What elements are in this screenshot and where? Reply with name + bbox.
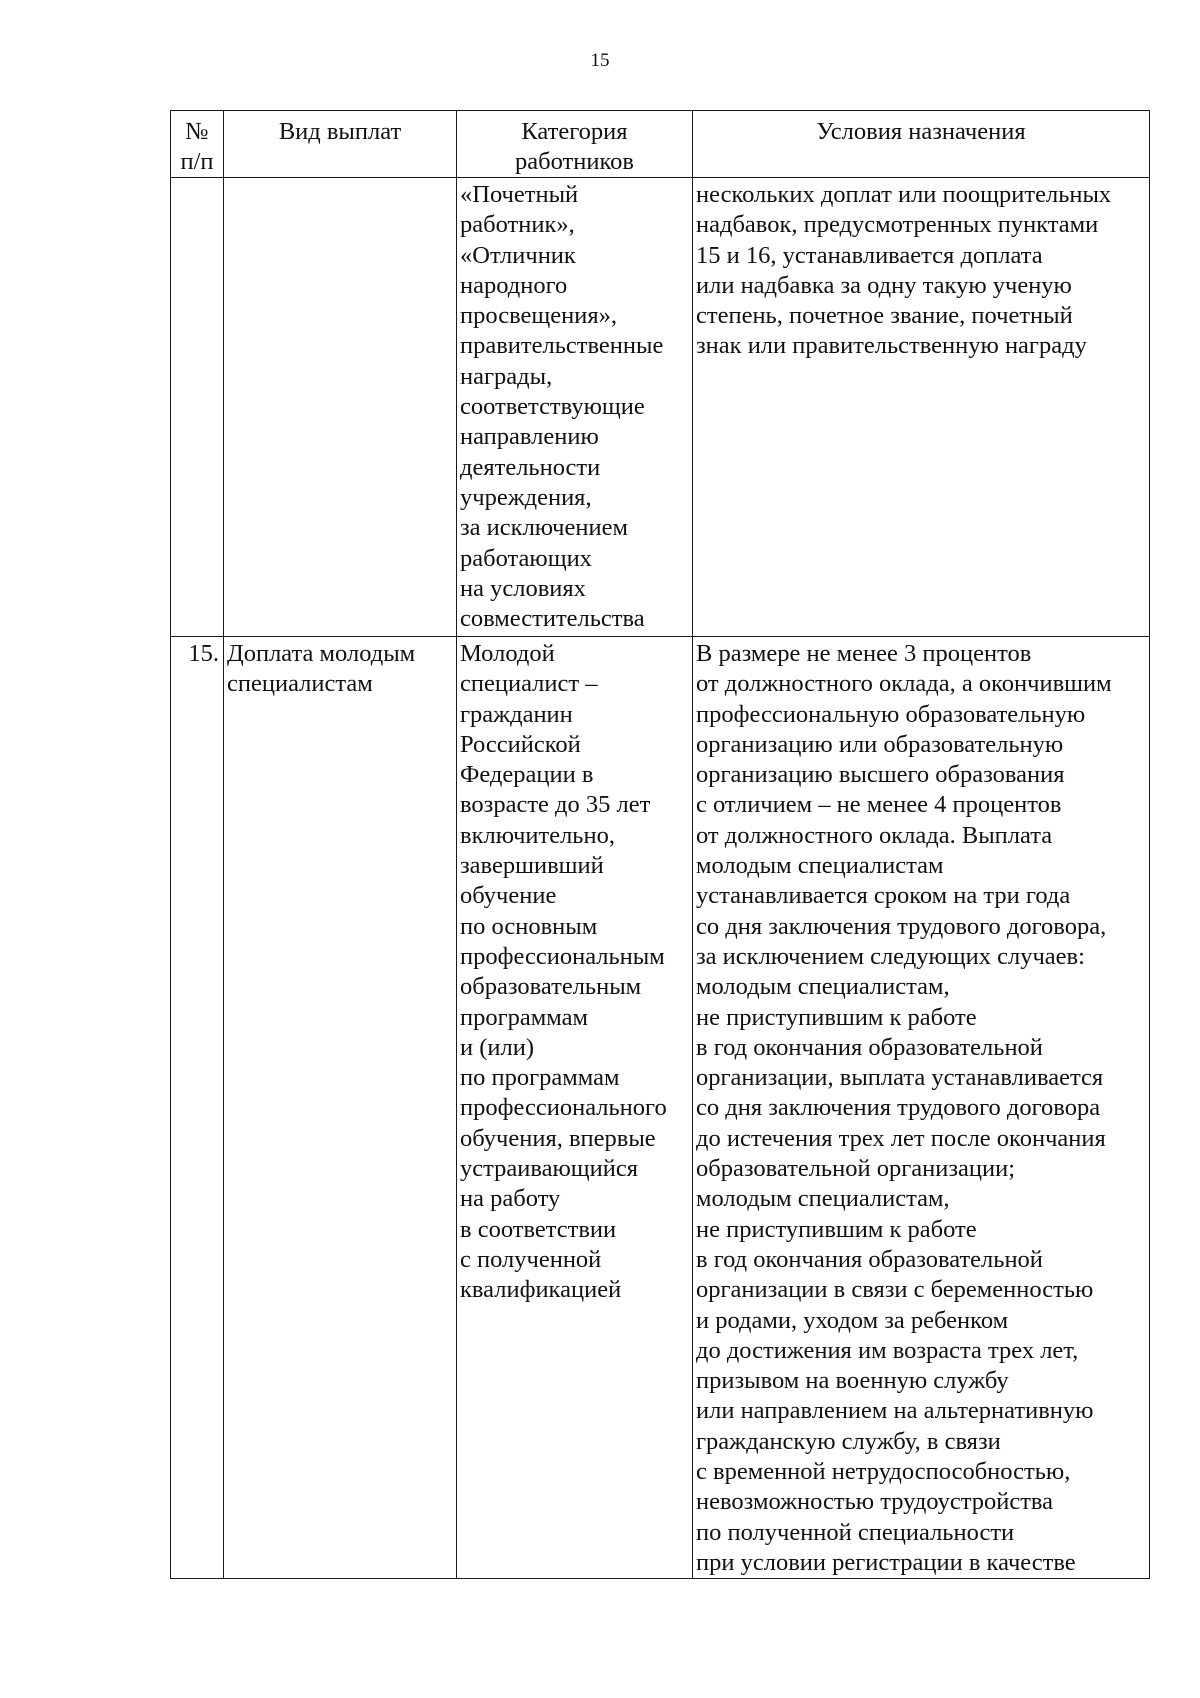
row-num-cell xyxy=(171,178,224,637)
payments-table xyxy=(170,110,1150,1579)
row-num-cell: 15. xyxy=(171,637,224,1579)
header-num: № п/п xyxy=(171,111,224,178)
row-type-cell: Доплата молодым специалистам xyxy=(224,637,457,1579)
row-category-cell: «Почетный работник», «Отличник народного просвещения», правительственные награды, соответствующие направлению деятельности учреждения, за исключением работающих на условиях совместительства xyxy=(457,178,693,637)
row-conditions-cell: нескольких доплат или поощрительных надбавок, предусмотренных пунктами 15 и 16, устанавливается доплата или надбавка за одну такую ученую степень, почетное звание, почетный знак или правительственную награду xyxy=(693,178,1150,637)
header-category: Категория работников xyxy=(457,111,693,178)
table-row xyxy=(171,637,1150,1579)
row-category-cell: Молодой специалист – гражданин Российской Федерации в возрасте до 35 лет включительно, завершивший обучение по основным профессиональным образовательным программам и (или) по программам профессионального обучения, впервые устраивающийся на работу в соответствии с полученной квалификацией xyxy=(457,637,693,1579)
header-type: Вид выплат xyxy=(224,111,457,178)
table-row xyxy=(171,178,1150,637)
table-header-row xyxy=(171,111,1150,178)
row-type-cell xyxy=(224,178,457,637)
page-number: 15 xyxy=(590,50,610,71)
header-conditions: Условия назначения xyxy=(693,111,1150,178)
row-conditions-cell: В размере не менее 3 процентов от должностного оклада, а окончившим профессиональную образовательную организацию или образовательную организацию высшего образования с отличием – не менее 4 процентов от должностного оклада. Выплата молодым специалистам устанавливается сроком на три года со дня заключения трудового договора, за исключением следующих случаев: молодым специалистам, не приступившим к работе в год окончания образовательной организации, выплата устанавливается со дня заключения трудового договора до истечения трех лет после окончания образовательной организации; молодым специалистам, не приступившим к работе в год окончания образовательной организации в связи с беременностью и родами, уходом за ребенком до достижения им возраста трех лет, призывом на военную службу или направлением на альтернативную гражданскую службу, в связи с временной нетрудоспособностью, невозможностью трудоустройства по полученной специальности при условии регистрации в качестве xyxy=(693,637,1150,1579)
